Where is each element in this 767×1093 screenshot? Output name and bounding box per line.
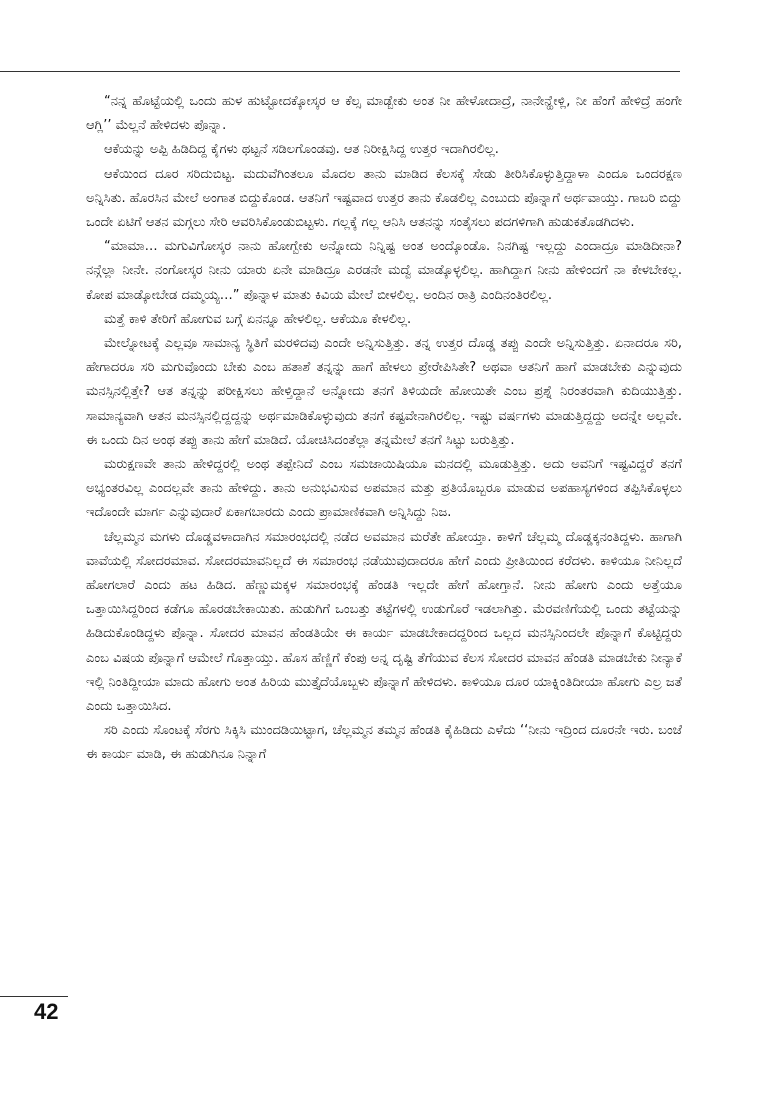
paragraph-6: ಮೇಲ್ನೋಟಕ್ಕೆ ಎಲ್ಲವೂ ಸಾಮಾನ್ಯ ಸ್ಥಿತಿಗೆ ಮರಳಿದವು ಎಂದೇ ಅನ್ನಿಸುತ್ತಿತ್ತು. ತನ್ನ ಉತ್ತರ ದೊಡ್ಡ ತಪ್ಪು ಎಂದೇ ಅನ್ನಿಸುತ್ತಿತ್ತು. ಏನಾದರೂ ಸರಿ, ಹೇಗಾದರೂ ಸರಿ ಮಗುವೊಂದು ಬೇಕು ಎಂಬ ಹತಾಶೆ ತನ್ನನ್ನು ಹಾಗೆ ಹೇಳಲು ಪ್ರೇರೇಪಿಸಿತೇ? ಅಥವಾ ಆತನಿಗೆ ಹಾಗೆ ಮಾಡಬೇಕು ಎನ್ನುವುದು ಮನಸ್ಸಿನಲ್ಲಿತ್ತೇ? ಆತ ತನ್ನನ್ನು ಪರೀಕ್ಷಿಸಲು ಹೇಳ್ತಿದ್ದಾನೆ ಅನ್ನೋದು ತನಗೆ ತಿಳಿಯದೇ ಹೋಯಿತೇ ಎಂಬ ಪ್ರಶ್ನೆ ನಿರಂತರವಾಗಿ ಕುದಿಯುತ್ತಿತ್ತು. ಸಾಮಾನ್ಯವಾಗಿ ಆತನ ಮನಸ್ಸಿನಲ್ಲಿದ್ದದ್ದನ್ನು ಅರ್ಥಮಾಡಿಕೊಳ್ಳುವುದು ತನಗೆ ಕಷ್ಟವೇನಾಗಿರಲಿಲ್ಲ. ಇಷ್ಟು ವರ್ಷಗಳು ಮಾಡುತ್ತಿದ್ದದ್ದು ಅದನ್ನೇ ಅಲ್ಲವೇ. ಈ ಒಂದು ದಿನ ಅಂಥ ತಪ್ಪು ತಾನು ಹೇಗೆ ಮಾಡಿದೆ. ಯೋಚಿಸಿದಂತೆಲ್ಲಾ ತನ್ನಮೇಲೆ ತನಗೆ ಸಿಟ್ಟು ಬರುತ್ತಿತ್ತು. bbox=[86, 336, 682, 448]
paragraph-9: ಸರಿ ಎಂದು ಸೊಂಟಕ್ಕೆ ಸೆರಗು ಸಿಕ್ಕಿಸಿ ಮುಂದಡಿಯಿಟ್ಟಾಗ, ಚೆಲ್ಲಮ್ಮನ ತಮ್ಮನ ಹೆಂಡತಿ ಕೈಹಿಡಿದು ಎಳೆದು ‘‘ನೀನು ಇದ್ರಿಂದ ದೂರನೇ ಇರು. ಬಂಜೆ ಈ ಕಾರ್ಯ ಮಾಡಿ, ಈ ಹುಡುಗಿನೂ ನಿನ್ನಾಗೆ bbox=[86, 723, 682, 763]
paragraph-8: ಚೆಲ್ಲಮ್ಮನ ಮಗಳು ದೊಡ್ಡವಳಾದಾಗಿನ ಸಮಾರಂಭದಲ್ಲಿ ನಡೆದ ಅವಮಾನ ಮರೆತೇ ಹೋಯ್ತಾ. ಕಾಳಿಗೆ ಚೆಲ್ಲಮ್ಮ ದೊಡ್ಡಕ್ಕನಂತಿದ್ದಳು. ಹಾಗಾಗಿ ವಾವೆಯಲ್ಲಿ ಸೋದರಮಾವ. ಸೋದರಮಾವನಿಲ್ಲದೆ ಈ ಸಮಾರಂಭ ನಡೆಯುವುದಾದರೂ ಹೇಗೆ ಎಂದು ಪ್ರೀತಿಯಿಂದ ಕರೆದಳು. ಕಾಳಿಯೂ ನೀನಿಲ್ಲದೆ ಹೋಗಲಾರೆ ಎಂದು ಹಟ ಹಿಡಿದ. ಹೆಣ್ಣುಮಕ್ಕಳ ಸಮಾರಂಭಕ್ಕೆ ಹೆಂಡತಿ ಇಲ್ಲದೇ ಹೇಗೆ ಹೋಗ್ತಾನೆ. ನೀನು ಹೋಗು ಎಂದು ಅತ್ತೆಯೂ ಒತ್ತಾಯಿಸಿದ್ದರಿಂದ ಕಡೆಗೂ ಹೊರಡಬೇಕಾಯಿತು. ಹುಡುಗಿಗೆ ಒಂಬತ್ತು ತಟ್ಟೆಗಳಲ್ಲಿ ಉಡುಗೊರೆ ಇಡಲಾಗಿತ್ತು. ಮೆರವಣಿಗೆಯಲ್ಲಿ ಒಂದು ತಟ್ಟೆಯನ್ನು ಹಿಡಿದುಕೊಂಡಿದ್ದಳು ಪೊನ್ನಾ. ಸೋದರ ಮಾವನ ಹೆಂಡತಿಯೇ ಈ ಕಾರ್ಯ ಮಾಡಬೇಕಾದದ್ದರಿಂದ ಒಲ್ಲದ ಮನಸ್ಸಿನಿಂದಲೇ ಪೊನ್ನಾಗೆ ಕೊಟ್ಟಿದ್ದರು ಎಂಬ ವಿಷಯ ಪೊನ್ನಾಗೆ ಆಮೇಲೆ ಗೊತ್ತಾಯ್ತು. ಹೊಸ ಹೆಣ್ಣಿಗೆ ಕೆಂಪು ಅನ್ನ ದೃಷ್ಟಿ ತೆಗೆಯುವ ಕೆಲಸ ಸೋದರ ಮಾವನ ಹೆಂಡತಿ ಮಾಡಬೇಕು ನೀನ್ಯಾಕೆ ಇಲ್ಲಿ ನಿಂತಿದ್ದೀಯಾ ಮಾದು ಹೋಗು ಅಂತ ಹಿರಿಯ ಮುತ್ತೈದೆಯೊಬ್ಬಳು ಪೊನ್ನಾಗೆ ಹೇಳಿದಳು. ಕಾಳಿಯೂ ದೂರ ಯಾಕ್ನಿಂತಿದೀಯಾ ಹೋಗು ಎಲ್ರ ಜತೆ ಎಂದು ಒತ್ತಾಯಿಸಿದ. bbox=[86, 529, 682, 715]
header-rule bbox=[0, 71, 680, 72]
paragraph-1: “ನನ್ನ ಹೊಟ್ಟೆಯಲ್ಲಿ ಒಂದು ಹುಳ ಹುಟ್ಟೋದಕ್ಕೋಸ್ಕರ ಆ ಕೆಲ್ಸ ಮಾಡ್ಬೇಕು ಅಂತ ನೀ ಹೇಳೋದಾದ್ರೆ, ನಾನೇನ್ಹೇಳ್ಲಿ, ನೀ ಹೆಂಗೆ ಹೇಳಿದ್ರೆ ಹಂಗೇ ಆಗ್ಲಿ’’ ಮೆಲ್ಲನೆ ಹೇಳಿದಳು ಪೊನ್ನಾ. bbox=[86, 94, 682, 134]
body-text bbox=[86, 90, 682, 990]
paragraph-7: ಮರುಕ್ಷಣವೇ ತಾನು ಹೇಳಿದ್ದರಲ್ಲಿ ಅಂಥ ತಪ್ಪೇನಿದೆ ಎಂಬ ಸಮಜಾಯಿಷಿಯೂ ಮನದಲ್ಲಿ ಮೂಡುತ್ತಿತ್ತು. ಅದು ಅವನಿಗೆ ಇಷ್ಟವಿದ್ದರೆ ತನಗೆ ಅಭ್ಯಂತರವಿಲ್ಲ ಎಂದಲ್ಲವೇ ತಾನು ಹೇಳಿದ್ದು. ತಾನು ಅನುಭವಿಸುವ ಅಪಮಾನ ಮತ್ತು ಪ್ರತಿಯೊಬ್ಬರೂ ಮಾಡುವ ಅಪಹಾಸ್ಯಗಳಿಂದ ತಪ್ಪಿಸಿಕೊಳ್ಳಲು ಇದೊಂದೇ ಮಾರ್ಗ ಎನ್ನುವುದಾರೆ ಏಕಾಗಬಾರದು ಎಂದು ಪ್ರಾಮಾಣಿಕವಾಗಿ ಅನ್ನಿಸಿದ್ದು ನಿಜ. bbox=[86, 457, 682, 521]
paragraph-4: “ಮಾಮಾ… ಮಗುವಿಗೋಸ್ಕರ ನಾನು ಹೋಗ್ಬೇಕು ಅನ್ನೋದು ನಿನ್ನಿಷ್ಟ ಅಂತ ಅಂದ್ಕೊಂಡೊ. ನಿನಗಿಷ್ಟ ಇಲ್ಲದ್ದು ಎಂದಾದ್ರೂ ಮಾಡಿದೀನಾ? ನನ್ಗೆಲ್ಲಾ ನೀನೇ. ನಂಗೋಸ್ಕರ ನೀನು ಯಾರು ಏನೇ ಮಾಡಿದ್ರೂ ಎರಡನೇ ಮದ್ವೆ ಮಾಡ್ಕೊಳ್ಳಲಿಲ್ಲ. ಹಾಗಿದ್ದಾಗ ನೀನು ಹೇಳಿಂದಗೆ ನಾ ಕೇಳಬೇಕಲ್ಲ. ಕೋಪ ಮಾಡ್ಕೋಬೇಡ ದಮ್ಮಯ್ಯ…” ಪೊನ್ನಾಳ ಮಾತು ಕಿವಿಯ ಮೇಲೆ ಬೀಳಲಿಲ್ಲ. ಅಂದಿನ ರಾತ್ರಿ ಎಂದಿನಂತಿರಲಿಲ್ಲ. bbox=[86, 239, 682, 303]
page-number: 42 bbox=[34, 999, 59, 1024]
paragraph-5: ಮತ್ತೆ ಕಾಳಿ ತೇರಿಗೆ ಹೋಗುವ ಬಗ್ಗೆ ಏನನ್ನೂ ಹೇಳಲಿಲ್ಲ. ಆಕೆಯೂ ಕೇಳಲಿಲ್ಲ. bbox=[104, 311, 412, 327]
paragraph-2: ಆಕೆಯನ್ನು ಅಪ್ಪಿ ಹಿಡಿದಿದ್ದ ಕೈಗಳು ಥಟ್ಟನೆ ಸಡಿಲಗೊಂಡವು. ಆತ ನಿರೀಕ್ಷಿಸಿದ್ದ ಉತ್ತರ ಇದಾಗಿರಲಿಲ್ಲ. bbox=[104, 142, 499, 158]
paragraph-3: ಆಕೆಯಿಂದ ದೂರ ಸರಿದುಬಿಟ್ಟ. ಮದುವೆಗಿಂತಲೂ ಮೊದಲ ತಾನು ಮಾಡಿದ ಕೆಲಸಕ್ಕೆ ಸೇಡು ತೀರಿಸಿಕೊಳ್ಳುತ್ತಿದ್ದಾಳಾ ಎಂದೂ ಒಂದರಕ್ಷಣ ಅನ್ನಿಸಿತು. ಹೊರಸಿನ ಮೇಲೆ ಅಂಗಾತ ಬಿದ್ದುಕೊಂಡ. ಆತನಿಗೆ ಇಷ್ಟವಾದ ಉತ್ತರ ತಾನು ಕೊಡಲಿಲ್ಲ ಎಂಬುದು ಪೊನ್ನಾಗೆ ಅರ್ಥವಾಯ್ತು. ಗಾಬರಿ ಬಿದ್ದು ಒಂದೇ ಏಟಿಗೆ ಆತನ ಮಗ್ಗಲು ಸೇರಿ ಆವರಿಸಿಕೊಂಡುಬಿಟ್ಟಳು. ಗಲ್ಲಕ್ಕೆ ಗಲ್ಲ ಆನಿಸಿ ಆತನನ್ನು ಸಂತೈಸಲು ಪದಗಳಿಗಾಗಿ ಹುಡುಕತೊಡಗಿದಳು. bbox=[86, 166, 682, 231]
footer-rule bbox=[0, 996, 68, 997]
